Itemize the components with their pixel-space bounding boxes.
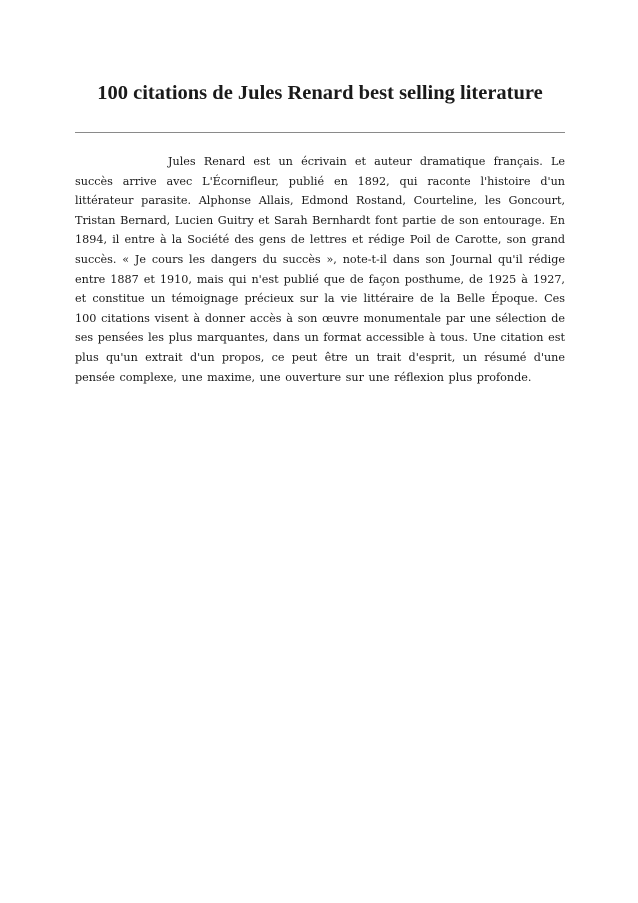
body-paragraph: Jules Renard est un écrivain et auteur dramatique français. Le succès arrive avec L'Écornifleur, publié en 1892, qui raconte l'histoire d'un littérateur parasite. Alphonse Allais, Edmond Rostand, Courteline, les Goncourt, Tristan Bernard, Lucien Guitry et Sarah Bernhardt font partie de son entourage. En 1894, il entre à la Société des gens de lettres et rédige Poil de Carotte, son grand succès. « Je cours les dangers du succès », note-t-il dans son Journal qu'il rédige entre 1887 et 1910, mais qui n'est publié que de façon posthume, de 1925 à 1927, et constitue un témoignage précieux sur la vie littéraire de la Belle Époque. Ces 100 citations visent à donner accès à son œuvre monumentale par une sélection de ses pensées les plus marquantes, dans un format accessible à tous. Une citation est plus qu'un extrait d'un propos, ce peut être un trait d'esprit, un résumé d'une pensée complexe, une maxime, une ouverture sur une réflexion plus profonde. bbox=[75, 155, 565, 384]
document-title: 100 citations de Jules Renard best selling literature bbox=[97, 82, 543, 104]
title-divider bbox=[75, 132, 565, 133]
